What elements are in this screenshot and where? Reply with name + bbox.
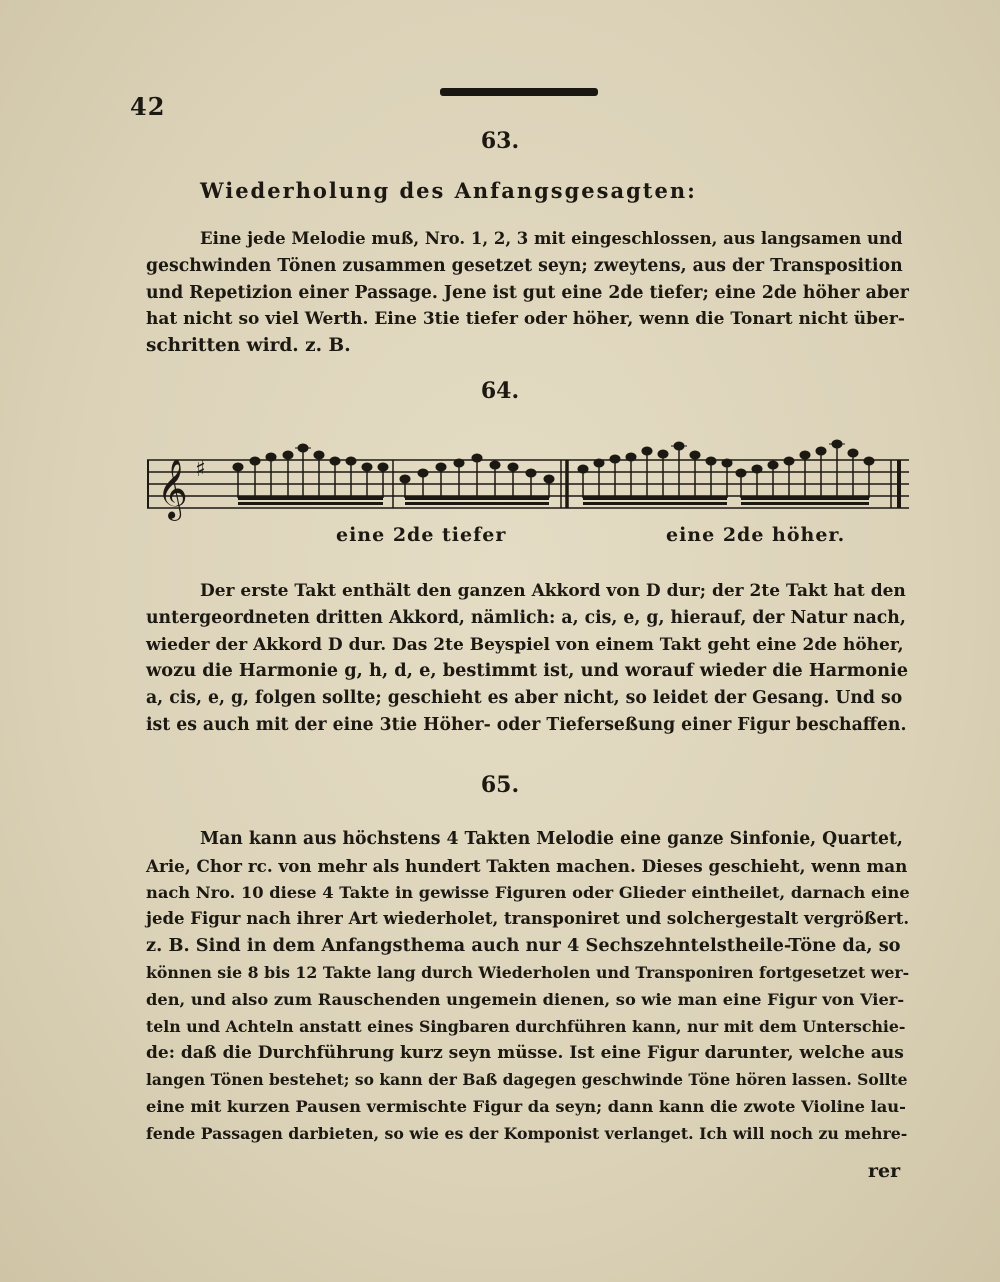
text-line: eine mit kurzen Pausen vermischte Figur da seyn; dann kann die zwote Violine lau- xyxy=(146,1096,906,1116)
text-line: geschwinden Tönen zusammen gesetzet seyn; zweytens, aus der Transposition xyxy=(146,255,903,276)
notes-measure-4 xyxy=(736,440,874,505)
text-line: den, und also zum Rauschenden ungemein dienen, so wie man eine Figur von Vier- xyxy=(146,989,905,1009)
section-number-64: 64. xyxy=(480,378,520,404)
paragraph-63 xyxy=(146,226,910,360)
page-number: 42 xyxy=(130,92,166,121)
text-line: hat nicht so viel Werth. Eine 3tie tiefer oder höher, wenn die Tonart nicht über- xyxy=(146,309,905,330)
text-line: Eine jede Melodie muß, Nro. 1, 2, 3 mit eingeschlossen, aus langsamen und xyxy=(200,229,903,248)
text-line: wozu die Harmonie g, h, d, e, bestimmt ist, und worauf wieder die Harmonie xyxy=(146,660,909,682)
text-line: a, cis, e, g, folgen sollte; geschieht es aber nicht, so leidet der Gesang. Und so xyxy=(146,688,903,709)
text-line: Der erste Takt enthält den ganzen Akkord von D dur; der 2te Takt hat den xyxy=(200,581,906,601)
text-line: untergeordneten dritten Akkord, nämlich: a, cis, e, g, hierauf, der Natur nach, xyxy=(146,607,906,628)
music-caption-left: eine 2de tiefer xyxy=(336,524,507,546)
music-example xyxy=(143,430,913,530)
text-line: Arie, Chor rc. von mehr als hundert Takten machen. Dieses geschieht, wenn man xyxy=(146,855,908,876)
section-heading: Wiederholung des Anfangsgesagten: xyxy=(200,178,697,203)
text-line: ist es auch mit der eine 3tie Höher- oder Tieferseßung einer Figur beschaffen. xyxy=(146,714,907,735)
text-line: und Repetizion einer Passage. Jene ist gut eine 2de tiefer; eine 2de höher aber xyxy=(146,282,909,303)
text-line: teln und Achteln anstatt eines Singbaren durchführen kann, nur mit dem Unterschie- xyxy=(146,1016,906,1036)
text-line: de: daß die Durchführung kurz seyn müsse. Ist eine Figur darunter, welche aus xyxy=(146,1043,904,1064)
catchword: rer xyxy=(868,1160,901,1182)
section-number-65: 65. xyxy=(480,772,520,798)
text-line: langen Tönen bestehet; so kann der Baß dagegen geschwinde Töne hören lassen. Sollte xyxy=(146,1070,908,1090)
header-rule xyxy=(440,88,598,96)
section-number-63: 63. xyxy=(480,128,520,154)
treble-clef-icon: 𝄞 xyxy=(157,459,188,519)
text-line: nach Nro. 10 diese 4 Takte in gewisse Figuren oder Glieder eintheilet, darnach eine xyxy=(146,882,910,902)
text-line: wieder der Akkord D dur. Das 2te Beyspiel von einem Takt geht eine 2de höher, xyxy=(146,634,904,655)
paragraph-64 xyxy=(146,578,910,739)
staff-lines xyxy=(147,460,909,508)
text-line: können sie 8 bis 12 Takte lang durch Wiederholen und Transponiren fortgesetzet wer- xyxy=(146,962,910,982)
text-line: z. B. Sind in dem Anfangsthema auch nur 4 Sechszehntelstheile-Töne da, so xyxy=(146,935,901,957)
music-caption-right: eine 2de höher. xyxy=(666,524,846,546)
text-line: fende Passagen darbieten, so wie es der Komponist verlanget. Ich will noch zu mehre- xyxy=(146,1123,908,1143)
text-line: jede Figur nach ihrer Art wiederholet, transponiret und solchergestalt vergrößert. xyxy=(146,909,910,929)
text-line: Man kann aus höchstens 4 Takten Melodie eine ganze Sinfonie, Quartet, xyxy=(200,829,903,849)
sharp-icon: ♯ xyxy=(195,457,206,482)
text-line: schritten wird. z. B. xyxy=(146,335,351,357)
notes-measure-2 xyxy=(400,454,554,505)
paragraph-65 xyxy=(146,826,910,1148)
